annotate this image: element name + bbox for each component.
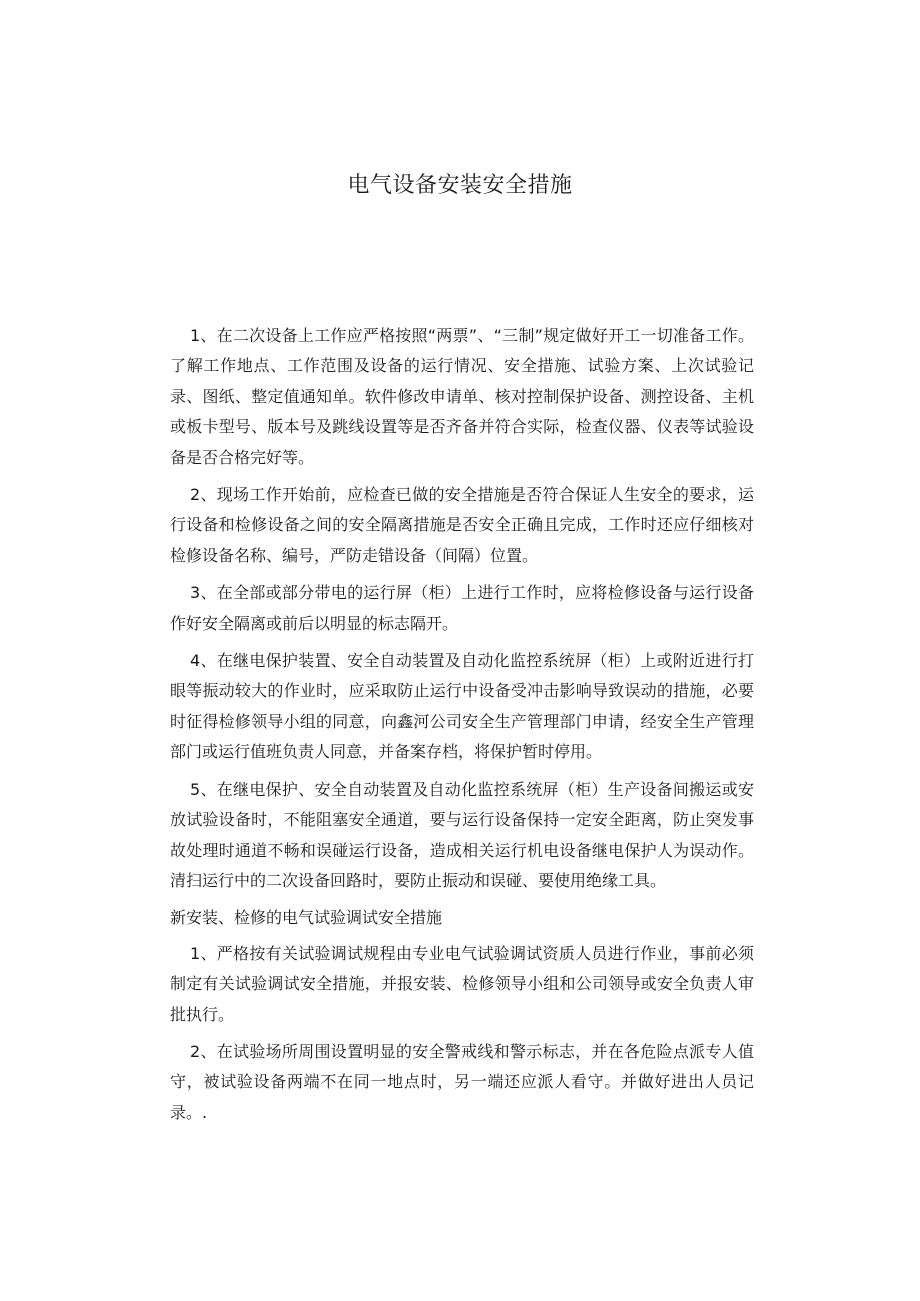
paragraph-1: 1、在二次设备上工作应严格按照“两票”、“三制”规定做好开工一切准备工作。了解工作地点、工作范围及设备的运行情况、安全措施、试验方案、上次试验记录、图纸、整定值通知单。软件修改申请单、核对控制保护设备、测控设备、主机或板卡型号、版本号及跳线设置等是否齐备并符合实际，检查仪器、仪表等试验设备是否合格完好等。 xyxy=(170,326,754,467)
document-body xyxy=(170,321,754,1135)
section-paragraph-2: 2、在试验场所周围设置明显的安全警戒线和警示标志，并在各危险点派专人值守，被试验设备两端不在同一地点时，另一端还应派人看守。并做好进出人员记录。. xyxy=(170,1041,754,1122)
paragraph-5: 5、在继电保护、安全自动装置及自动化监控系统屏（柜）生产设备间搬运或安放试验设备时，不能阻塞安全通道，要与运行设备保持一定安全距离，防止突发事故处理时通道不畅和误碰运行设备，造成相关运行机电设备继电保护人为误动作。清扫运行中的二次设备回路时，要防止振动和误碰、要使用绝缘工具。 xyxy=(170,779,754,890)
document-title: 电气设备安装安全措施 xyxy=(347,173,573,198)
section-paragraph-1: 1、严格按有关试验调试规程由专业电气试验调试资质人员进行作业，事前必须制定有关试验调试安全措施，并报安装、检修领导小组和公司领导或安全负责人审批执行。 xyxy=(170,943,754,1024)
paragraph-3: 3、在全部或部分带电的运行屏（柜）上进行工作时，应将检修设备与运行设备作好安全隔离或前后以明显的标志隔开。 xyxy=(170,583,754,633)
paragraph-2: 2、现场工作开始前，应检查已做的安全措施是否符合保证人生安全的要求，运行设备和检修设备之间的安全隔离措施是否安全正确且完成，工作时还应仔细核对检修设备名称、编号，严防走错设备（间隔）位置。 xyxy=(170,485,754,565)
paragraph-4: 4、在继电保护装置、安全自动装置及自动化监控系统屏（柜）上或附近进行打眼等振动较大的作业时，应采取防止运行中设备受冲击影响导致误动的措施，必要时征得检修领导小组的同意，向鑫河公司安全生产管理部门申请，经安全生产管理部门或运行值班负责人同意，并备案存档，将保护暂时停用。 xyxy=(170,651,754,762)
section-subheading: 新安装、检修的电气试验调试安全措施 xyxy=(170,908,443,928)
